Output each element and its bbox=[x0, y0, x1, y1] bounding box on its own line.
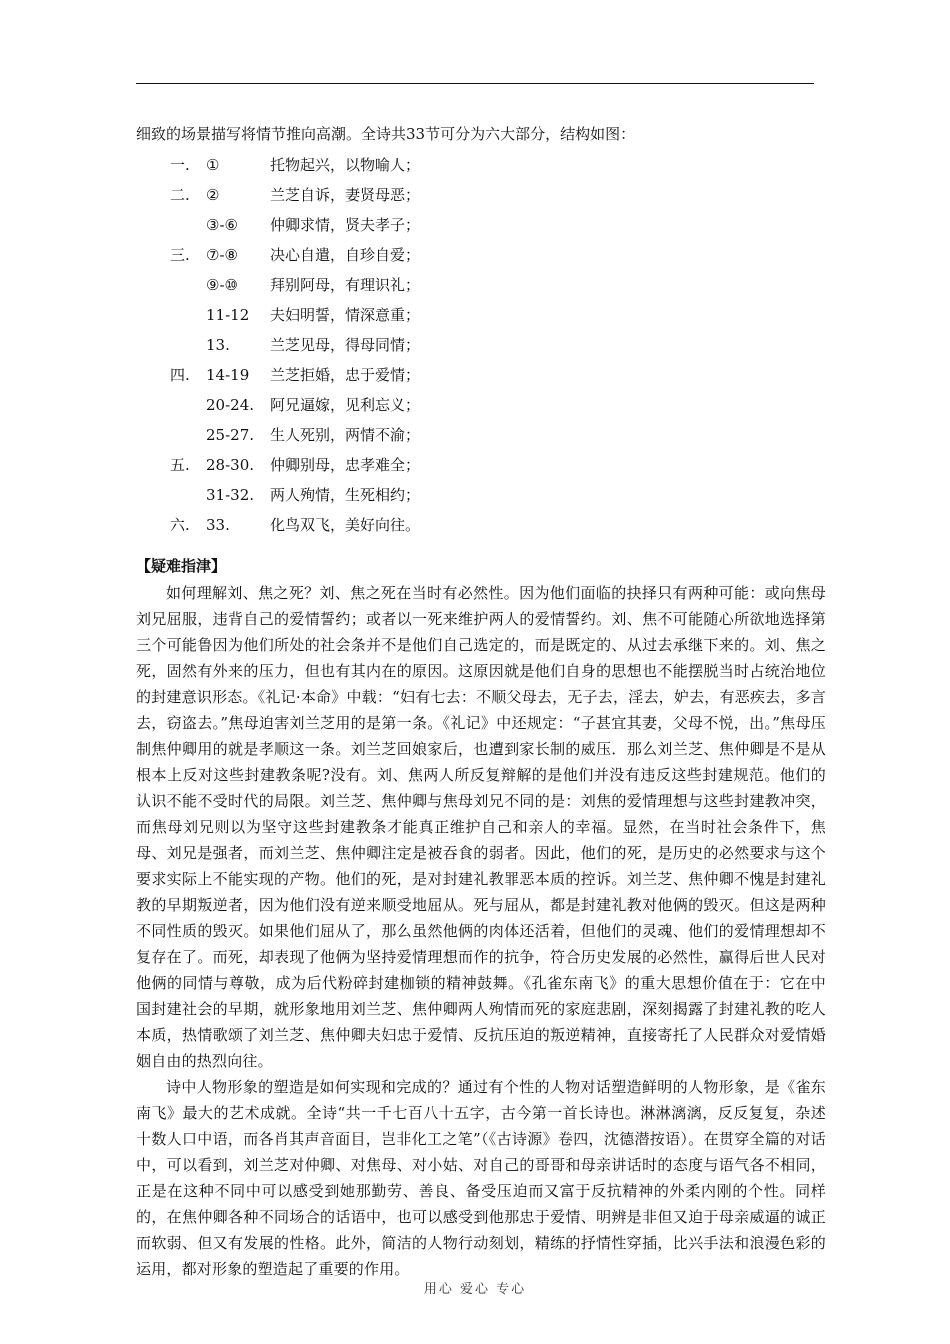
outline-sections: 11-12 bbox=[206, 306, 250, 324]
outline-sections: 14-19 bbox=[206, 366, 250, 384]
outline-sections: 13. bbox=[206, 336, 230, 354]
outline-part: 四. bbox=[170, 366, 190, 384]
page-content bbox=[136, 120, 826, 1282]
outline-row bbox=[136, 210, 826, 240]
outline-summary: 仲卿别母，忠孝难全； bbox=[270, 456, 421, 474]
outline-row bbox=[136, 240, 826, 270]
outline-sections: ⑨-⑩ bbox=[206, 276, 238, 294]
outline-summary: 仲卿求情，贤夫孝子； bbox=[270, 216, 421, 234]
outline-summary: 生人死别，两情不渝； bbox=[270, 426, 421, 444]
page-footer: 用心 爱心 专心 bbox=[423, 1282, 527, 1297]
intro-line: 细致的场景描写将情节推向高潮。全诗共33节可分为六大部分，结构如图： bbox=[136, 125, 636, 143]
outline-part: 三. bbox=[170, 246, 190, 264]
outline-part: 五. bbox=[170, 456, 190, 474]
outline-row bbox=[136, 300, 826, 330]
outline-summary: 兰芝见母，得母同情； bbox=[270, 336, 421, 354]
outline-row bbox=[136, 270, 826, 300]
outline-row bbox=[136, 150, 826, 180]
header-rule bbox=[136, 83, 814, 84]
body-paragraph: 诗中人物形象的塑造是如何实现和完成的？通过有个性的人物对话塑造鲜明的人物形象，是《雀东南飞》最大的艺术成就。全诗“共一千七百八十五字，古今第一首长诗也。淋淋漓漓，反反复复，杂述十数人口中语，而各肖其声音面目，岂非化工之笔”（《古诗源》卷四，沈德潜按语）。在贯穿全篇的对话中，可以看到，刘兰芝对仲卿、对焦母、对小姑、对自己的哥哥和母亲讲话时的态度与语气各不相同，正是在这种不同中可以感受到她那勤劳、善良、备受压迫而又富于反抗精神的外柔内刚的个性。同样的，在焦仲卿各种不同场合的话语中，也可以感受到他那忠于爱情、明辨是非但又迫于母亲威逼的诚正而软弱、但又有发展的性格。此外，简洁的人物行动刻划，精练的抒情性穿插，比兴手法和浪漫色彩的运用，都对形象的塑造起了重要的作用。 bbox=[136, 1078, 826, 1278]
outline-sections: ① bbox=[206, 156, 220, 174]
outline-row bbox=[136, 390, 826, 420]
outline-summary: 兰芝拒婚，忠于爱情； bbox=[270, 366, 421, 384]
outline-summary: 夫妇明誓，情深意重； bbox=[270, 306, 421, 324]
outline-row bbox=[136, 360, 826, 390]
outline-summary: 化鸟双飞，美好向往。 bbox=[270, 516, 421, 534]
outline-sections: 28-30. bbox=[206, 456, 255, 474]
outline-summary: 兰芝自诉，妻贤母恶； bbox=[270, 186, 421, 204]
body-paragraph: 如何理解刘、焦之死？刘、焦之死在当时有必然性。因为他们面临的抉择只有两种可能：或向焦母刘兄屈服，违背自己的爱情誓约；或者以一死来维护两人的爱情誓约。刘、焦不可能随心所欲地选择第三个可能鲁因为他们所处的社会条并不是他们自己选定的，而是既定的、从过去承继下来的。刘、焦之死，固然有外来的压力，但也有其内在的原因。这原因就是他们自身的思想也不能摆脱当时占统治地位的封建意识形态。《礼记·本命》中载：“妇有七去：不顺父母去，无子去，淫去，妒去，有恶疾去，多言去，窃盗去。”焦母迫害刘兰芝用的是第一条。《礼记》中还规定：“子甚宜其妻，父母不悦，出。”焦母压制焦仲卿用的就是孝顺这一条。刘兰芝回娘家后，也遭到家长制的威压．那么刘兰芝、焦仲卿是不是从根本上反对这些封建教条呢?没有。刘、焦两人所反复辩解的是他们并没有违反这些封建规范。他们的认识不能不受时代的局限。刘兰芝、焦仲卿与焦母刘兄不同的是：刘焦的爱情理想与这些封建教冲突，而焦母刘兄则以为坚守这些封建教条才能真正维护自己和亲人的幸福。显然，在当时社会条件下，焦母、刘兄是强者，而刘兰芝、焦仲卿注定是被吞食的弱者。因此，他们的死，是历史的必然要求与这个要求实际上不能实现的产物。他们的死，是对封建礼教罪恶本质的控诉。刘兰芝、焦仲卿不愧是封建礼教的早期叛逆者，因为他们没有逆来顺受地屈从。死与屈从，都是封建礼教对他俩的毁灭。但这是两种不同性质的毁灭。如果他们屈从了，那么虽然他俩的肉体还活着，但他们的灵魂、他们的爱情理想却不复存在了。而死，却表现了他俩为坚持爱情理想而作的抗争，符合历史发展的必然性，赢得后世人民对他俩的同情与尊敬，成为后代粉碎封建枷锁的精神鼓舞。《孔雀东南飞》的重大思想价值在于：它在中国封建社会的早期，就形象地用刘兰芝、焦仲卿两人殉情而死的家庭悲剧，深刻揭露了封建礼教的吃人本质，热情歌颂了刘兰芝、焦仲卿夫妇忠于爱情、反抗压迫的叛逆精神，直接寄托了人民群众对爱情婚姻自由的热烈向往。 bbox=[136, 584, 826, 1070]
outline-part: 六. bbox=[170, 516, 190, 534]
outline-summary: 拜别阿母，有理识礼； bbox=[270, 276, 421, 294]
outline-sections: 31-32. bbox=[206, 486, 255, 504]
outline-sections: ② bbox=[206, 186, 220, 204]
outline-row bbox=[136, 510, 826, 540]
outline-summary: 阿兄逼嫁，见利忘义； bbox=[270, 396, 421, 414]
outline-part: 二. bbox=[170, 186, 190, 204]
outline-row bbox=[136, 420, 826, 450]
outline-sections: ③-⑥ bbox=[206, 216, 238, 234]
outline-sections: 20-24. bbox=[206, 396, 255, 414]
outline-row bbox=[136, 450, 826, 480]
outline-summary: 两人殉情，生死相约； bbox=[270, 486, 421, 504]
outline-sections: ⑦-⑧ bbox=[206, 246, 238, 264]
outline-row bbox=[136, 330, 826, 360]
section-heading: 【疑难指津】 bbox=[136, 557, 227, 575]
outline-part: 一. bbox=[170, 156, 190, 174]
outline-sections: 33. bbox=[206, 516, 230, 534]
outline-summary: 决心自遣，自珍自爱； bbox=[270, 246, 421, 264]
outline-sections: 25-27. bbox=[206, 426, 255, 444]
outline-summary: 托物起兴，以物喻人； bbox=[270, 156, 421, 174]
outline-row bbox=[136, 180, 826, 210]
outline-row bbox=[136, 480, 826, 510]
structure-outline bbox=[136, 150, 826, 540]
